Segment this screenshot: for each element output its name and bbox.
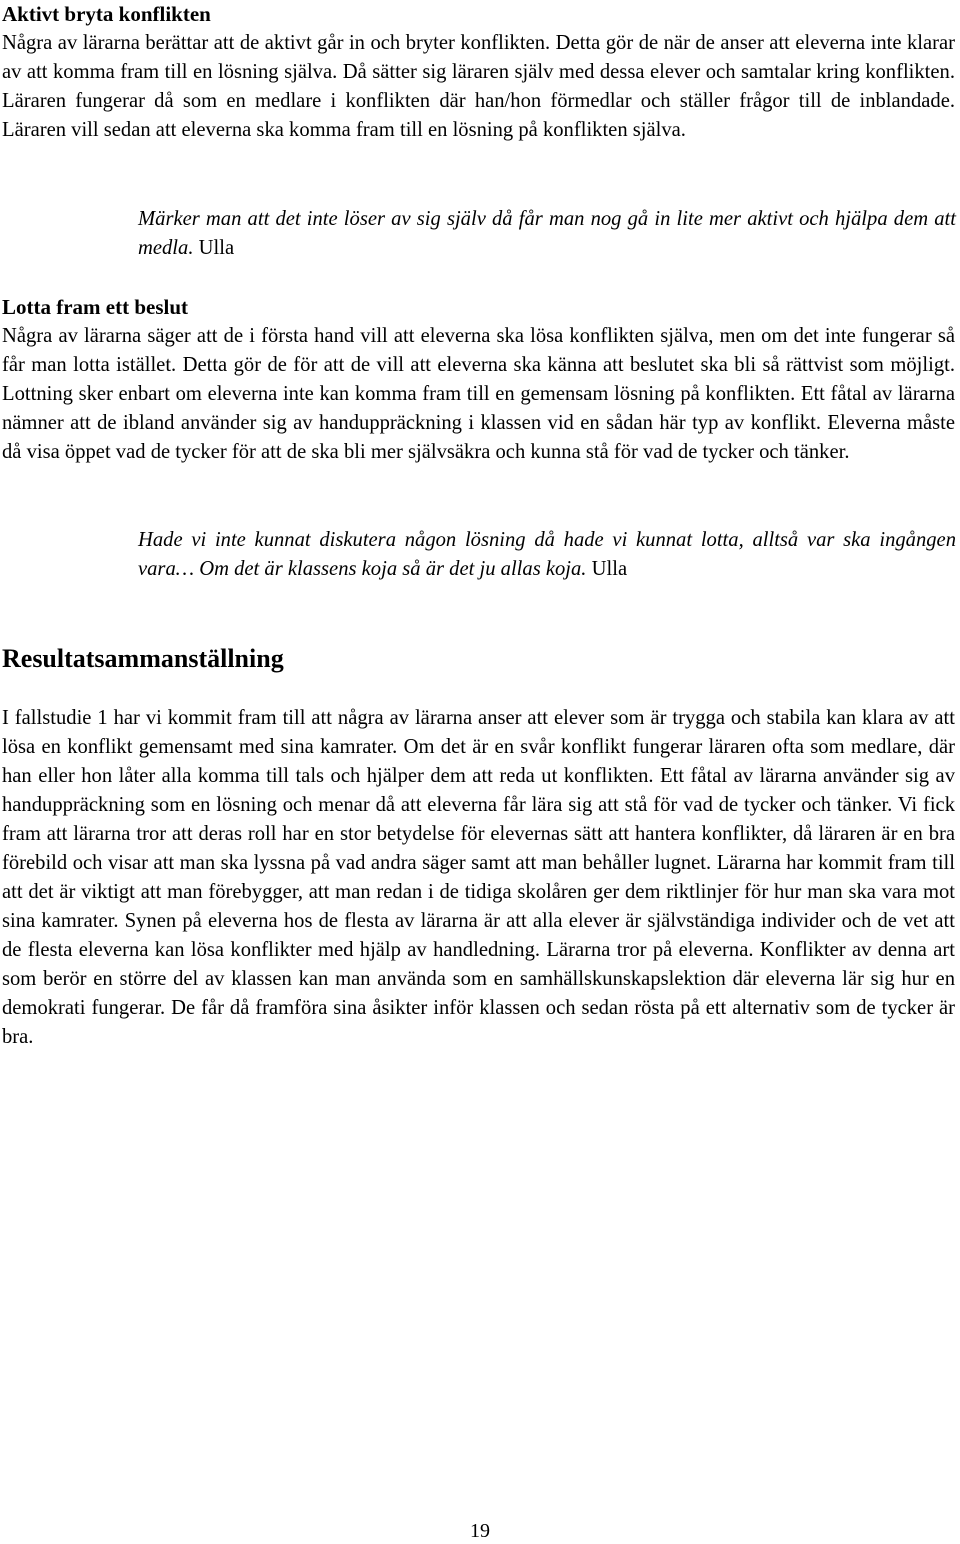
summary-paragraph: I fallstudie 1 har vi kommit fram till att några av lärarna anser att elever som är trygga och stabila kan klara av att lösa en konflikt gemensamt med sina kamrater. Om det är en svår konflikt fungerar läraren ofta som medlare, där han eller hon låter alla komma till tals och hjälper dem att reda ut konflikten. Ett fåtal av lärarna använder sig av handuppräckning som en lösning och menar då att eleverna får lära sig att stå för vad de tycker och tänker. Vi fick fram att lärarna tror att deras roll har en stor betydelse för elevernas sätt att hantera konflikter, då läraren är en bra förebild och visar att man ska lyssna på vad andra säger samt att man behåller lugnet. Lärarna har kommit fram till att det är viktigt att man förebygger, att man redan i de tidiga skolåren ger dem riktlinjer för hur man ska vara mot sina kamrater. Synen på eleverna hos de flesta av lärarna är att alla elever är självständiga individer och de vet att de flesta eleverna kan lösa konflikter med hjälp av handledning. Lärarna tror på eleverna. Konflikter av denna art som berör en större del av klassen kan man använda som en samhällskunskapslektion där eleverna lär sig hur en demokrati fungerar. De får då framföra sina åsikter inför klassen och sedan rösta på ett alternativ som de tycker är bra. [2,707,955,1048]
quote-author: Ulla [591,558,628,580]
section-heading: Aktivt bryta konflikten [2,2,211,26]
interview-quote [138,526,956,584]
quote-author: Ulla [198,237,235,259]
page-number: 19 [470,1520,490,1542]
quote-text: Märker man att det inte löser av sig själv då får man nog gå in lite mer aktivt och hjälpa dem att medla. [138,208,956,259]
interview-quote [138,205,956,263]
section-lotta-fram [2,293,955,467]
page-title: Resultatsammanställning [2,644,284,673]
section-paragraph: Några av lärarna berättar att de aktivt går in och bryter konflikten. Detta gör de när de anser att eleverna inte klarar av att komma fram till en lösning själva. Då sätter sig läraren själv med dessa elever och samtalar kring konflikten. Läraren fungerar då som en medlare i konflikten där han/hon förmedlar och ställer frågor till de inblandade. Läraren vill sedan att eleverna ska komma fram till en lösning på konflikten själva. [2,32,955,141]
quote-text: Hade vi inte kunnat diskutera någon lösning då hade vi kunnat lotta, alltså var ska ingången vara… Om det är klassens koja så är det ju allas koja. [138,529,956,580]
section-aktivt-bryta [2,0,955,145]
section-paragraph: Några av lärarna säger att de i första hand vill att eleverna ska lösa konflikten själva, men om det inte fungerar så får man lotta istället. Detta gör de för att de vill att eleverna ska känna att beslutet ska bli så rättvist som möjligt. Lottning sker enbart om eleverna inte kan komma fram till en gemensam lösning på konflikten. Ett fåtal av lärarna nämner att de ibland använder sig av handuppräckning i klassen vid en sådan här typ av konflikt. Eleverna måste då visa öppet vad de tycker för att de ska bli mer självsäkra och kunna stå för vad de tycker och tänker. [2,325,955,463]
section-heading: Lotta fram ett beslut [2,295,189,319]
